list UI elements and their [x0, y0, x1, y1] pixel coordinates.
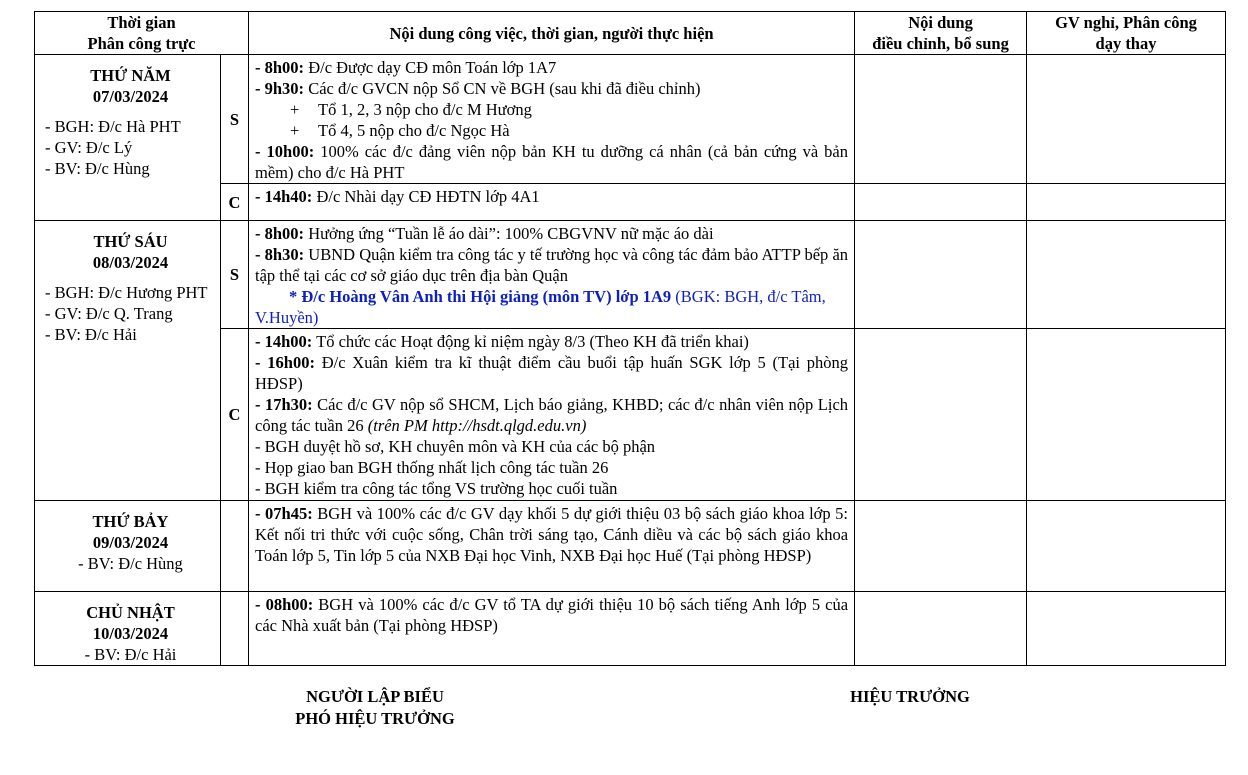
schedule-row: [35, 501, 1226, 592]
footer-preparer: NGƯỜI LẬP BIỂU: [306, 687, 444, 706]
schedule-item: [255, 186, 848, 207]
item-text: BGH và 100% các đ/c GV tổ TA dự giới thiệu 10 bộ sách tiếng Anh lớp 5 của các Nhà xuất bản (Tại phòng HĐSP): [255, 595, 849, 635]
adjust-cell: [855, 592, 1027, 666]
schedule-row: [35, 55, 1226, 184]
substitute-cell: [1027, 221, 1226, 329]
day-name: THỨ NĂM: [90, 66, 171, 85]
item-text: Đ/c Xuân kiểm tra kĩ thuật điểm cầu buổi tập huấn SGK lớp 5 (Tại phòng HĐSP): [255, 353, 849, 393]
header-col3-line1: Nội dung: [908, 13, 973, 32]
schedule-item: [255, 141, 848, 183]
day-cell: [35, 501, 221, 592]
header-time-duty: [35, 12, 249, 55]
footer-left: [260, 686, 490, 730]
item-time: - 8h30:: [255, 245, 305, 264]
schedule-item: [255, 478, 848, 499]
session-label: S: [221, 221, 249, 329]
schedule-item: [255, 457, 848, 478]
item-time: - 9h30:: [255, 79, 305, 98]
header-col1-line1: Thời gian: [107, 13, 176, 32]
item-time: - 14h00:: [255, 332, 313, 351]
item-text: BGH và 100% các đ/c GV dạy khối 5 dự giới thiệu 03 bộ sách giáo khoa lớp 5: Kết nối tri thức với cuộc sống, Chân trời sáng tạo, Cánh diều và các bộ sách giáo khoa Toán lớp 5, Tin lớp 5 của NXB Đại học Vinh, NXB Đại học Huế (Tại phòng HĐSP): [255, 504, 849, 565]
day-cell: [35, 592, 221, 666]
schedule-row: [35, 221, 1226, 329]
schedule-row: [35, 592, 1226, 666]
header-row: [35, 12, 1226, 55]
header-col4-line2: dạy thay: [1095, 34, 1157, 53]
adjust-cell: [855, 221, 1027, 329]
session-content: [249, 55, 855, 184]
session-content: [249, 221, 855, 329]
schedule-table: [34, 11, 1226, 666]
item-text: - BGH duyệt hồ sơ, KH chuyên môn và KH của các bộ phận: [255, 437, 656, 456]
schedule-item: [255, 331, 848, 352]
duty-line: - BV: Đ/c Hải: [45, 325, 137, 344]
substitute-cell: [1027, 184, 1226, 221]
item-text: 100% các đ/c đảng viên nộp bản KH tu dưỡng cá nhân (cả bản cứng và bản mềm) cho đ/c Hà PHT: [255, 142, 849, 182]
item-text: Đ/c Nhài dạy CĐ HĐTN lớp 4A1: [312, 187, 540, 206]
footer-principal: HIỆU TRƯỞNG: [850, 687, 970, 706]
item-time: - 17h30:: [255, 395, 313, 414]
session-label: C: [221, 329, 249, 501]
item-time: - 16h00:: [255, 353, 315, 372]
header-col3-line2: điều chỉnh, bổ sung: [872, 34, 1009, 53]
session-content: [249, 184, 855, 221]
session-content: [249, 592, 855, 666]
session-label: [221, 501, 249, 592]
item-text: Đ/c Được dạy CĐ môn Toán lớp 1A7: [304, 58, 557, 77]
item-time: - 07h45:: [255, 504, 313, 523]
duty-line: - BGH: Đ/c Hà PHT: [45, 117, 181, 136]
highlight-rest: (BGK: BGH, đ/c Tâm, V.Huyền): [255, 287, 826, 327]
session-label: [221, 592, 249, 666]
header-content: Nội dung công việc, thời gian, người thực hiện: [249, 12, 855, 55]
schedule-body: [35, 55, 1226, 666]
item-text: UBND Quận kiểm tra công tác y tế trường học và công tác đảm bảo ATTP bếp ăn tập thể tại các cơ sở giáo dục trên địa bàn Quận: [255, 245, 849, 285]
item-text: Tổ chức các Hoạt động kỉ niệm ngày 8/3 (Theo KH đã triển khai): [312, 332, 749, 351]
session-label: C: [221, 184, 249, 221]
adjust-cell: [855, 55, 1027, 184]
item-text: - Họp giao ban BGH thống nhất lịch công tác tuần 26: [255, 458, 609, 477]
session-content: [249, 329, 855, 501]
duty-line: - BV: Đ/c Hùng: [78, 554, 183, 573]
schedule-item: [255, 223, 848, 244]
sub-item: [255, 120, 848, 141]
sub-bullet: +: [290, 121, 300, 140]
schedule-item: [255, 394, 848, 436]
day-spacer: [45, 107, 216, 116]
header-col1-line2: Phân công trực: [87, 34, 196, 53]
highlight-item: [255, 286, 848, 328]
substitute-cell: [1027, 329, 1226, 501]
sub-item: [255, 99, 848, 120]
item-link-note: (trên PM http://hsdt.qlgd.edu.vn): [367, 416, 587, 435]
duty-line: - BV: Đ/c Hải: [84, 645, 177, 664]
session-content: [249, 501, 855, 592]
item-time: - 14h40:: [255, 187, 313, 206]
item-text: Các đ/c GVCN nộp Sổ CN về BGH (sau khi đã điều chỉnh): [304, 79, 701, 98]
item-time: - 8h00:: [255, 224, 305, 243]
day-cell: [35, 221, 221, 501]
item-time: - 8h00:: [255, 58, 305, 77]
duty-line: - BGH: Đ/c Hương PHT: [45, 283, 208, 302]
duty-line: - GV: Đ/c Lý: [45, 138, 133, 157]
day-date: 07/03/2024: [92, 87, 169, 106]
adjust-cell: [855, 184, 1027, 221]
day-date: 10/03/2024: [92, 624, 169, 643]
day-name: THỨ BẢY: [92, 512, 169, 531]
item-text: Các đ/c GV nộp sổ SHCM, Lịch báo giảng, KHBD; các đ/c nhân viên nộp Lịch công tác tuần 26: [255, 395, 849, 435]
schedule-item: [255, 78, 848, 99]
sub-text: Tổ 4, 5 nộp cho đ/c Ngọc Hà: [318, 121, 510, 140]
substitute-cell: [1027, 592, 1226, 666]
item-time: - 08h00:: [255, 595, 314, 614]
substitute-cell: [1027, 501, 1226, 592]
schedule-item: [255, 57, 848, 78]
header-adjust: [855, 12, 1027, 55]
sub-text: Tổ 1, 2, 3 nộp cho đ/c M Hương: [318, 100, 532, 119]
adjust-cell: [855, 329, 1027, 501]
day-date: 08/03/2024: [92, 253, 169, 272]
schedule-item: [255, 436, 848, 457]
item-text: - BGH kiểm tra công tác tổng VS trường học cuối tuần: [255, 479, 618, 498]
item-time: - 10h00:: [255, 142, 315, 161]
schedule-item: [255, 352, 848, 394]
day-cell: [35, 55, 221, 221]
substitute-cell: [1027, 55, 1226, 184]
item-text: Hưởng ứng “Tuần lễ áo dài”: 100% CBGVNV nữ mặc áo dài: [304, 224, 714, 243]
highlight-bold: * Đ/c Hoàng Vân Anh thi Hội giảng (môn TV) lớp 1A9: [289, 287, 672, 306]
day-date: 09/03/2024: [92, 533, 169, 552]
day-name: CHỦ NHẬT: [86, 603, 175, 622]
sub-bullet: +: [290, 100, 300, 119]
footer-preparer-title: PHÓ HIỆU TRƯỞNG: [295, 709, 455, 728]
header-col4-line1: GV nghỉ, Phân công: [1055, 13, 1197, 32]
header-substitute: [1027, 12, 1226, 55]
day-name: THỨ SÁU: [93, 232, 168, 251]
schedule-item: [255, 244, 848, 286]
schedule-item: [255, 503, 848, 566]
session-label: S: [221, 55, 249, 184]
schedule-item: [255, 594, 848, 636]
day-spacer: [45, 273, 216, 282]
duty-line: - GV: Đ/c Q. Trang: [45, 304, 173, 323]
duty-line: - BV: Đ/c Hùng: [45, 159, 150, 178]
adjust-cell: [855, 501, 1027, 592]
